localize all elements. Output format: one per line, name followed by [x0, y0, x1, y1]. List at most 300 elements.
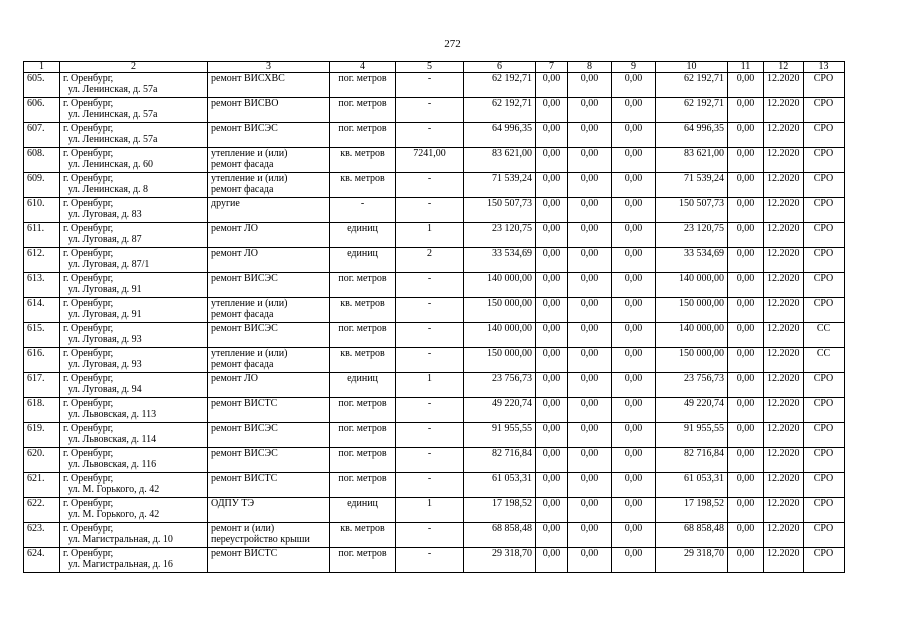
work-type-cell	[208, 473, 330, 498]
value-cell: 0,00	[612, 173, 656, 198]
unit-cell: пог. метров	[330, 423, 396, 448]
work-type-cell	[208, 248, 330, 273]
fund-cost-cell: 49 220,74	[656, 398, 728, 423]
fund-cost-cell: 23 756,73	[656, 373, 728, 398]
value-cell: 0,00	[728, 248, 764, 273]
quantity-cell: 7241,00	[396, 148, 464, 173]
total-cost-cell: 62 192,71	[464, 98, 536, 123]
value-cell: 0,00	[612, 323, 656, 348]
date-cell: 12.2020	[764, 123, 804, 148]
row-number: 610.	[24, 198, 60, 223]
address-city: г. Оренбург,	[63, 398, 114, 409]
date-cell: 12.2020	[764, 273, 804, 298]
work-type-cell	[208, 323, 330, 348]
value-cell: 0,00	[612, 298, 656, 323]
col-header: 7	[536, 62, 568, 73]
address-city: г. Оренбург,	[63, 348, 114, 359]
value-cell: 0,00	[536, 398, 568, 423]
value-cell: 0,00	[612, 198, 656, 223]
col-header: 4	[330, 62, 396, 73]
quantity-cell: -	[396, 298, 464, 323]
table-row	[24, 423, 845, 448]
fund-cost-cell: 82 716,84	[656, 448, 728, 473]
work-type-line: ремонт ВИСТС	[211, 473, 278, 484]
work-type-line: ремонт фасада	[211, 309, 274, 320]
total-cost-cell: 150 000,00	[464, 348, 536, 373]
value-cell: 0,00	[568, 473, 612, 498]
value-cell: 0,00	[536, 423, 568, 448]
total-cost-cell: 49 220,74	[464, 398, 536, 423]
quantity-cell: -	[396, 273, 464, 298]
table-row	[24, 323, 845, 348]
address-street: ул. М. Горького, д. 42	[68, 509, 160, 520]
method-cell: СС	[803, 323, 844, 348]
unit-cell: кв. метров	[330, 523, 396, 548]
method-cell: СРО	[803, 448, 844, 473]
value-cell: 0,00	[612, 473, 656, 498]
fund-cost-cell: 91 955,55	[656, 423, 728, 448]
value-cell: 0,00	[568, 523, 612, 548]
value-cell: 0,00	[568, 298, 612, 323]
work-type-cell	[208, 373, 330, 398]
total-cost-cell: 140 000,00	[464, 273, 536, 298]
value-cell: 0,00	[536, 448, 568, 473]
address-street: ул. Луговая, д. 93	[68, 359, 142, 370]
value-cell: 0,00	[612, 223, 656, 248]
value-cell: 0,00	[728, 448, 764, 473]
work-type-line: ремонт ЛО	[211, 223, 258, 234]
work-type-line: утепление и (или)	[211, 298, 288, 309]
unit-cell: пог. метров	[330, 448, 396, 473]
fund-cost-cell: 83 621,00	[656, 148, 728, 173]
unit-cell: пог. метров	[330, 273, 396, 298]
quantity-cell: -	[396, 73, 464, 98]
address-city: г. Оренбург,	[63, 223, 114, 234]
work-type-cell	[208, 548, 330, 573]
address-city: г. Оренбург,	[63, 198, 114, 209]
fund-cost-cell: 61 053,31	[656, 473, 728, 498]
table-row	[24, 398, 845, 423]
table-row	[24, 448, 845, 473]
row-number: 612.	[24, 248, 60, 273]
header-row	[24, 62, 845, 73]
value-cell: 0,00	[612, 123, 656, 148]
date-cell: 12.2020	[764, 298, 804, 323]
method-cell: СРО	[803, 548, 844, 573]
total-cost-cell: 68 858,48	[464, 523, 536, 548]
work-type-cell	[208, 423, 330, 448]
value-cell: 0,00	[536, 473, 568, 498]
value-cell: 0,00	[728, 498, 764, 523]
date-cell: 12.2020	[764, 148, 804, 173]
table-row	[24, 248, 845, 273]
value-cell: 0,00	[536, 498, 568, 523]
work-type-cell	[208, 273, 330, 298]
value-cell: 0,00	[568, 273, 612, 298]
date-cell: 12.2020	[764, 473, 804, 498]
address-cell	[60, 73, 208, 98]
value-cell: 0,00	[568, 98, 612, 123]
value-cell: 0,00	[728, 123, 764, 148]
method-cell: СРО	[803, 273, 844, 298]
value-cell: 0,00	[536, 523, 568, 548]
table-row	[24, 548, 845, 573]
unit-cell: единиц	[330, 498, 396, 523]
fund-cost-cell: 150 507,73	[656, 198, 728, 223]
table-row	[24, 98, 845, 123]
work-type-line: ремонт ВИСЭС	[211, 123, 278, 134]
value-cell: 0,00	[612, 273, 656, 298]
address-city: г. Оренбург,	[63, 148, 114, 159]
total-cost-cell: 61 053,31	[464, 473, 536, 498]
fund-cost-cell: 68 858,48	[656, 523, 728, 548]
value-cell: 0,00	[568, 173, 612, 198]
address-cell	[60, 548, 208, 573]
row-number: 620.	[24, 448, 60, 473]
date-cell: 12.2020	[764, 398, 804, 423]
value-cell: 0,00	[728, 373, 764, 398]
work-plan-table	[23, 61, 845, 573]
method-cell: СРО	[803, 498, 844, 523]
method-cell: СРО	[803, 373, 844, 398]
total-cost-cell: 150 000,00	[464, 298, 536, 323]
table-row	[24, 198, 845, 223]
date-cell: 12.2020	[764, 73, 804, 98]
unit-cell: единиц	[330, 248, 396, 273]
date-cell: 12.2020	[764, 448, 804, 473]
date-cell: 12.2020	[764, 98, 804, 123]
address-cell	[60, 273, 208, 298]
quantity-cell: -	[396, 348, 464, 373]
value-cell: 0,00	[568, 398, 612, 423]
date-cell: 12.2020	[764, 348, 804, 373]
work-type-line: ремонт ВИСЭС	[211, 423, 278, 434]
work-type-cell	[208, 198, 330, 223]
address-cell	[60, 148, 208, 173]
row-number: 608.	[24, 148, 60, 173]
value-cell: 0,00	[728, 398, 764, 423]
method-cell: СРО	[803, 123, 844, 148]
value-cell: 0,00	[536, 298, 568, 323]
method-cell: СРО	[803, 398, 844, 423]
quantity-cell: -	[396, 448, 464, 473]
date-cell: 12.2020	[764, 523, 804, 548]
value-cell: 0,00	[612, 73, 656, 98]
table-row	[24, 348, 845, 373]
value-cell: 0,00	[728, 198, 764, 223]
value-cell: 0,00	[612, 548, 656, 573]
address-cell	[60, 498, 208, 523]
value-cell: 0,00	[728, 548, 764, 573]
table-row	[24, 148, 845, 173]
work-type-cell	[208, 148, 330, 173]
address-street: ул. Луговая, д. 93	[68, 334, 142, 345]
unit-cell: кв. метров	[330, 148, 396, 173]
value-cell: 0,00	[728, 523, 764, 548]
row-number: 606.	[24, 98, 60, 123]
method-cell: СРО	[803, 98, 844, 123]
address-street: ул. Львовская, д. 114	[68, 434, 157, 445]
total-cost-cell: 83 621,00	[464, 148, 536, 173]
value-cell: 0,00	[536, 198, 568, 223]
value-cell: 0,00	[536, 373, 568, 398]
date-cell: 12.2020	[764, 373, 804, 398]
method-cell: СРО	[803, 473, 844, 498]
address-street: ул. Луговая, д. 91	[68, 309, 142, 320]
work-type-line: ремонт ВИСЭС	[211, 323, 278, 334]
unit-cell: кв. метров	[330, 173, 396, 198]
address-street: ул. Львовская, д. 116	[68, 459, 157, 470]
table-row	[24, 298, 845, 323]
address-cell	[60, 473, 208, 498]
address-city: г. Оренбург,	[63, 448, 114, 459]
table-body	[24, 73, 845, 573]
work-type-line: ремонт фасада	[211, 359, 274, 370]
row-number: 609.	[24, 173, 60, 198]
row-number: 607.	[24, 123, 60, 148]
row-number: 617.	[24, 373, 60, 398]
quantity-cell: 1	[396, 498, 464, 523]
col-header: 11	[728, 62, 764, 73]
fund-cost-cell: 150 000,00	[656, 298, 728, 323]
value-cell: 0,00	[536, 148, 568, 173]
value-cell: 0,00	[612, 348, 656, 373]
work-type-line: ремонт ВИСВО	[211, 98, 279, 109]
unit-cell: -	[330, 198, 396, 223]
address-cell	[60, 323, 208, 348]
row-number: 618.	[24, 398, 60, 423]
address-city: г. Оренбург,	[63, 523, 114, 534]
table-row	[24, 173, 845, 198]
value-cell: 0,00	[536, 223, 568, 248]
value-cell: 0,00	[568, 373, 612, 398]
date-cell: 12.2020	[764, 173, 804, 198]
address-street: ул. Ленинская, д. 57а	[68, 134, 158, 145]
col-header: 13	[803, 62, 844, 73]
quantity-cell: -	[396, 98, 464, 123]
work-type-line: ремонт ВИСТС	[211, 548, 278, 559]
table-row	[24, 473, 845, 498]
col-header: 1	[24, 62, 60, 73]
address-cell	[60, 248, 208, 273]
value-cell: 0,00	[568, 223, 612, 248]
method-cell: СРО	[803, 248, 844, 273]
address-street: ул. Луговая, д. 87	[68, 234, 142, 245]
address-city: г. Оренбург,	[63, 423, 114, 434]
work-type-line: переустройство крыши	[211, 534, 310, 545]
date-cell: 12.2020	[764, 223, 804, 248]
value-cell: 0,00	[728, 73, 764, 98]
method-cell: СРО	[803, 73, 844, 98]
quantity-cell: -	[396, 323, 464, 348]
work-type-line: ремонт фасада	[211, 184, 274, 195]
address-street: ул. М. Горького, д. 42	[68, 484, 160, 495]
work-type-line: ремонт фасада	[211, 159, 274, 170]
address-cell	[60, 223, 208, 248]
value-cell: 0,00	[612, 498, 656, 523]
unit-cell: пог. метров	[330, 73, 396, 98]
table-row	[24, 373, 845, 398]
quantity-cell: -	[396, 173, 464, 198]
work-type-line: другие	[211, 198, 240, 209]
quantity-cell: -	[396, 423, 464, 448]
work-type-cell	[208, 173, 330, 198]
address-cell	[60, 198, 208, 223]
address-city: г. Оренбург,	[63, 248, 114, 259]
row-number: 623.	[24, 523, 60, 548]
quantity-cell: -	[396, 473, 464, 498]
unit-cell: единиц	[330, 223, 396, 248]
method-cell: СРО	[803, 173, 844, 198]
method-cell: СРО	[803, 298, 844, 323]
table-row	[24, 123, 845, 148]
unit-cell: пог. метров	[330, 123, 396, 148]
address-street: ул. Магистральная, д. 10	[68, 534, 173, 545]
total-cost-cell: 150 507,73	[464, 198, 536, 223]
value-cell: 0,00	[568, 448, 612, 473]
value-cell: 0,00	[728, 298, 764, 323]
quantity-cell: -	[396, 198, 464, 223]
address-cell	[60, 173, 208, 198]
address-cell	[60, 373, 208, 398]
address-street: ул. Ленинская, д. 8	[68, 184, 149, 195]
col-header: 6	[464, 62, 536, 73]
col-header: 5	[396, 62, 464, 73]
total-cost-cell: 64 996,35	[464, 123, 536, 148]
col-header: 12	[764, 62, 804, 73]
fund-cost-cell: 140 000,00	[656, 273, 728, 298]
address-cell	[60, 523, 208, 548]
quantity-cell: -	[396, 123, 464, 148]
row-number: 622.	[24, 498, 60, 523]
address-cell	[60, 348, 208, 373]
table-row	[24, 498, 845, 523]
work-type-cell	[208, 223, 330, 248]
value-cell: 0,00	[728, 173, 764, 198]
address-street: ул. Луговая, д. 94	[68, 384, 142, 395]
value-cell: 0,00	[728, 148, 764, 173]
unit-cell: пог. метров	[330, 473, 396, 498]
address-street: ул. Львовская, д. 113	[68, 409, 157, 420]
address-street: ул. Луговая, д. 83	[68, 209, 142, 220]
value-cell: 0,00	[568, 323, 612, 348]
method-cell: СРО	[803, 423, 844, 448]
value-cell: 0,00	[728, 273, 764, 298]
address-city: г. Оренбург,	[63, 498, 114, 509]
unit-cell: пог. метров	[330, 548, 396, 573]
value-cell: 0,00	[612, 98, 656, 123]
value-cell: 0,00	[536, 548, 568, 573]
address-street: ул. Магистральная, д. 16	[68, 559, 173, 570]
col-header: 8	[568, 62, 612, 73]
method-cell: СРО	[803, 523, 844, 548]
address-city: г. Оренбург,	[63, 98, 114, 109]
fund-cost-cell: 23 120,75	[656, 223, 728, 248]
date-cell: 12.2020	[764, 248, 804, 273]
value-cell: 0,00	[612, 398, 656, 423]
quantity-cell: 1	[396, 223, 464, 248]
total-cost-cell: 62 192,71	[464, 73, 536, 98]
row-number: 605.	[24, 73, 60, 98]
value-cell: 0,00	[568, 348, 612, 373]
date-cell: 12.2020	[764, 323, 804, 348]
method-cell: СС	[803, 348, 844, 373]
address-city: г. Оренбург,	[63, 123, 114, 134]
work-type-line: ремонт ВИСХВС	[211, 73, 285, 84]
work-type-line: утепление и (или)	[211, 173, 288, 184]
unit-cell: кв. метров	[330, 298, 396, 323]
total-cost-cell: 23 120,75	[464, 223, 536, 248]
row-number: 615.	[24, 323, 60, 348]
fund-cost-cell: 17 198,52	[656, 498, 728, 523]
work-type-line: ремонт и (или)	[211, 523, 275, 534]
value-cell: 0,00	[536, 248, 568, 273]
date-cell: 12.2020	[764, 423, 804, 448]
page-number: 272	[444, 38, 461, 50]
value-cell: 0,00	[568, 198, 612, 223]
work-type-line: ремонт ВИСЭС	[211, 448, 278, 459]
col-header: 10	[656, 62, 728, 73]
total-cost-cell: 33 534,69	[464, 248, 536, 273]
row-number: 614.	[24, 298, 60, 323]
row-number: 619.	[24, 423, 60, 448]
total-cost-cell: 71 539,24	[464, 173, 536, 198]
work-type-line: ремонт ВИСЭС	[211, 273, 278, 284]
fund-cost-cell: 33 534,69	[656, 248, 728, 273]
address-cell	[60, 423, 208, 448]
work-type-cell	[208, 398, 330, 423]
value-cell: 0,00	[728, 348, 764, 373]
value-cell: 0,00	[568, 73, 612, 98]
value-cell: 0,00	[612, 423, 656, 448]
address-city: г. Оренбург,	[63, 273, 114, 284]
address-city: г. Оренбург,	[63, 298, 114, 309]
method-cell: СРО	[803, 198, 844, 223]
value-cell: 0,00	[536, 348, 568, 373]
row-number: 624.	[24, 548, 60, 573]
table-row	[24, 223, 845, 248]
quantity-cell: -	[396, 548, 464, 573]
value-cell: 0,00	[568, 123, 612, 148]
total-cost-cell: 91 955,55	[464, 423, 536, 448]
value-cell: 0,00	[728, 223, 764, 248]
address-street: ул. Луговая, д. 87/1	[68, 259, 150, 270]
address-cell	[60, 298, 208, 323]
value-cell: 0,00	[568, 498, 612, 523]
table-row	[24, 273, 845, 298]
value-cell: 0,00	[536, 323, 568, 348]
value-cell: 0,00	[536, 123, 568, 148]
work-type-cell	[208, 348, 330, 373]
address-city: г. Оренбург,	[63, 173, 114, 184]
unit-cell: пог. метров	[330, 323, 396, 348]
address-street: ул. Ленинская, д. 60	[68, 159, 154, 170]
total-cost-cell: 82 716,84	[464, 448, 536, 473]
total-cost-cell: 140 000,00	[464, 323, 536, 348]
work-type-line: ремонт ЛО	[211, 248, 258, 259]
value-cell: 0,00	[728, 423, 764, 448]
col-header: 3	[208, 62, 330, 73]
address-city: г. Оренбург,	[63, 73, 114, 84]
total-cost-cell: 29 318,70	[464, 548, 536, 573]
value-cell: 0,00	[536, 98, 568, 123]
address-street: ул. Ленинская, д. 57а	[68, 84, 158, 95]
method-cell: СРО	[803, 223, 844, 248]
value-cell: 0,00	[728, 473, 764, 498]
address-cell	[60, 123, 208, 148]
value-cell: 0,00	[612, 448, 656, 473]
work-type-line: утепление и (или)	[211, 348, 288, 359]
